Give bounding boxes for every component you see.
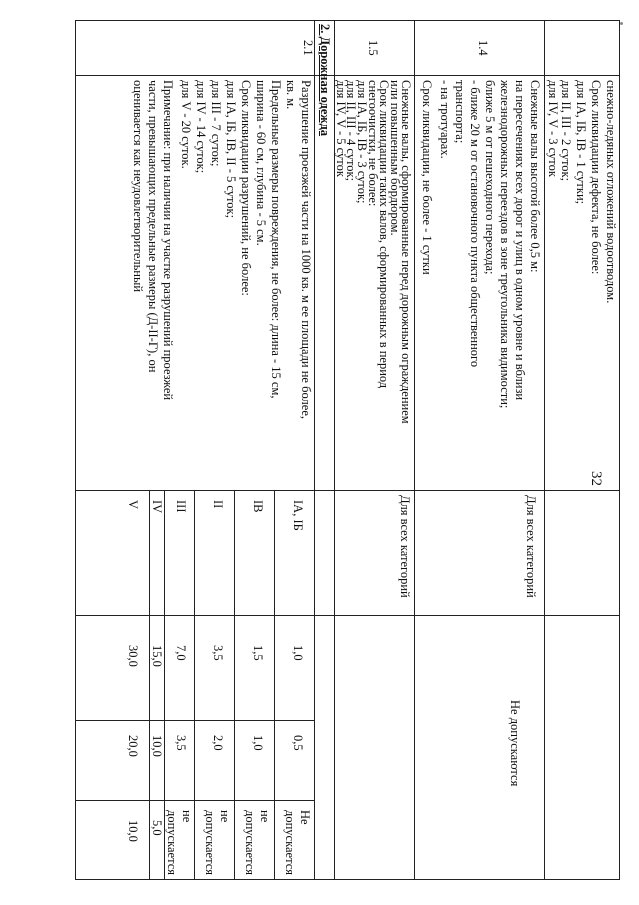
r21-line: Разрушение проезжей части на 1000 кв. м ее площади не более, [299, 80, 313, 420]
r14-line: - на тротуарах. [438, 80, 452, 159]
r13-line: для IV, V - 3 суток [546, 80, 560, 177]
sub-v2: 1,0 [251, 735, 265, 751]
page-number: 32 [588, 471, 604, 486]
r21-line: оценивается как неудовлетворительный [131, 80, 145, 293]
sub-v3: не допускается [203, 810, 232, 875]
row-line [314, 20, 315, 880]
sub-v3: не допускается [165, 810, 194, 875]
r14-line: ближе 5 м от пешеходного перехода; [483, 80, 497, 275]
r21-line: для IV - 14 суток; [194, 80, 208, 174]
r15-category: Для всех категорий [398, 495, 412, 598]
r21-line: Срок ликвидации разрушений, не более: [239, 80, 253, 296]
r14-line: транспорта; [453, 80, 467, 144]
sub-cat: IV [150, 500, 164, 514]
scan-dot [620, 22, 623, 25]
r13-line: для IA, IБ, IВ - 1 сутки; [574, 80, 588, 205]
r13-line: снежно-ледяных отложений водоотводом. [604, 80, 618, 304]
sub-v2: 20,0 [126, 735, 140, 757]
r15-line: Снежные валы, сформированные перед дорожным ограждением [399, 80, 413, 424]
r15-line: Срок ликвидации таких валов, сформированных в период [377, 80, 391, 389]
r15-line: для IA, IБ, IВ - 3 суток; [355, 80, 369, 204]
r15-num: 1.5 [366, 40, 380, 56]
sub-cat: III [174, 500, 188, 513]
sub-row-line [194, 490, 195, 880]
rotated-table [75, 20, 620, 880]
r15-line: для II, III - 4 суток; [344, 80, 358, 182]
r14-value: Не допускаются [508, 700, 522, 787]
sub-v3: не допускается [243, 810, 272, 875]
r15-line: или повышенным бордюром. [388, 80, 402, 236]
sub-row-line [234, 490, 235, 880]
r21-line: для V - 20 суток. [179, 80, 193, 169]
r21-line: части, превышающих предельные размеры (Д-II-Г), он [146, 80, 160, 373]
sub-v1: 30,0 [126, 645, 140, 667]
r14-line: Срок ликвидации, не более - 1 сутки [420, 80, 434, 275]
col-line [75, 75, 620, 76]
row-line [414, 20, 415, 880]
sub-v2: 3,5 [174, 735, 188, 751]
sub-v1: 7,0 [174, 645, 188, 661]
sub-v2: 10,0 [150, 735, 164, 757]
sub-v3: Не допускается [283, 810, 312, 875]
r21-line: Примечание: при наличии на участке разрушений проезжей [161, 80, 175, 401]
r15-line: для IV, V - 5 суток [334, 80, 348, 177]
r14-category: Для всех категорий [524, 495, 538, 598]
sub-v2: 2,0 [211, 735, 225, 751]
r14-line: - ближе 20 м от остановочного пункта общественного [468, 80, 482, 368]
r13-line: Срок ликвидации дефекта, не более: [589, 80, 603, 275]
sub-v1: 1,0 [291, 645, 305, 661]
r21-line: ширина - 60 см, глубина - 5 см. [254, 80, 268, 246]
r21-line: для IA, IБ, IВ, II - 5 суток; [224, 80, 238, 219]
sub-cat: V [126, 500, 140, 510]
r14-line: железнодорожных переездов в зоне треугольника видимости; [498, 80, 512, 409]
sub-v1: 3,5 [211, 645, 225, 661]
sub-row-line [274, 490, 275, 880]
sub-v1: 1,5 [251, 645, 265, 661]
sub-v1: 15,0 [150, 645, 164, 667]
r15-line: снегоочистки, не более: [366, 80, 380, 207]
r14-line: на пересечениях всех дорог и улиц в одном уровне и вблизи [513, 80, 527, 401]
r21-line: для III - 7 суток; [209, 80, 223, 167]
section-title: 2. Дорожная одежда [318, 24, 332, 137]
col-line [75, 490, 620, 491]
r21-line: Предельные размеры повреждения, не более: длина - 15 см, [269, 80, 283, 399]
r21-num: 2.1 [301, 40, 315, 56]
sub-cat: IA, IБ [291, 500, 305, 531]
r21-line: кв. м. [284, 80, 298, 110]
sub-cat: II [211, 500, 225, 509]
r14-num: 1.4 [476, 40, 490, 56]
col-line [75, 800, 315, 801]
col-line [75, 615, 620, 616]
sub-v2: 0,5 [291, 735, 305, 751]
sub-v3: 10,0 [126, 820, 140, 842]
sub-v3: 5,0 [150, 820, 164, 836]
r14-line: Снежные валы высотой более 0,5 м: [528, 80, 542, 273]
sub-cat: IВ [251, 500, 265, 513]
r13-line: для II, III - 2 суток; [559, 80, 573, 182]
col-line [75, 720, 315, 721]
